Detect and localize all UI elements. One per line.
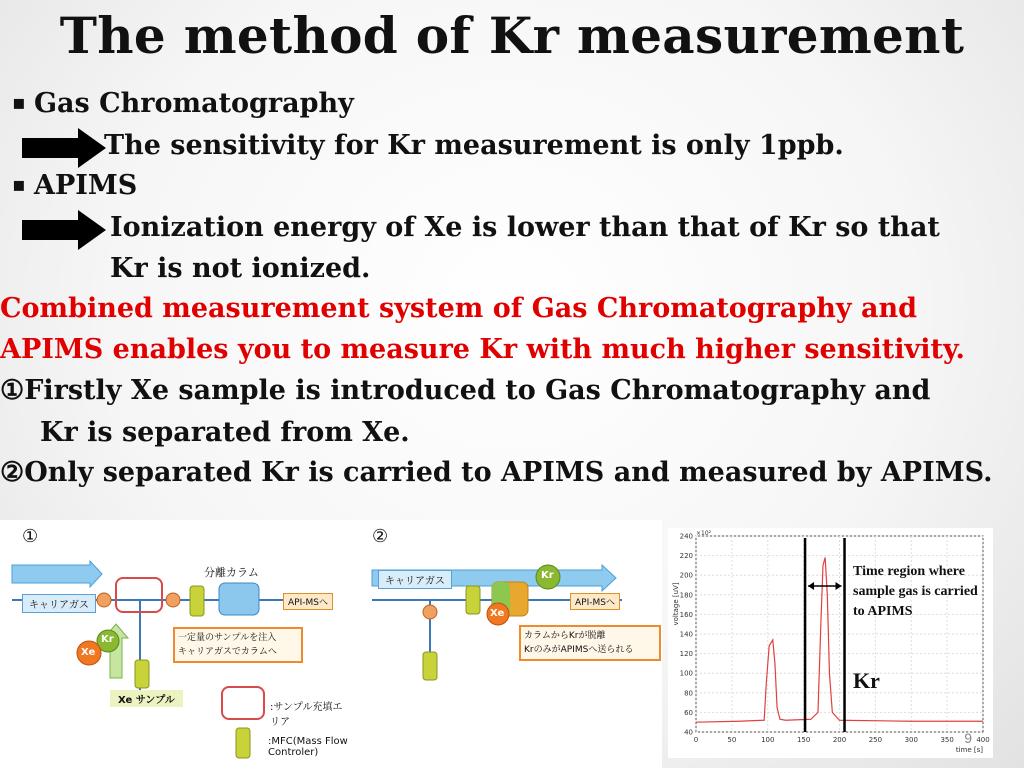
kr-peak-label: Kr — [853, 668, 880, 693]
diagram-1 — [0, 520, 352, 768]
diagram-2-number: ② — [372, 526, 389, 547]
xe-sample-label: Xe サンプル — [110, 690, 183, 707]
apims-result-line1: Ionization energy of Xe is lower than that of Kr so that — [110, 212, 940, 243]
apims-label: API-MSへ — [283, 593, 333, 610]
y-tick-label: 40 — [684, 728, 693, 737]
annotation-line1: Time region where — [853, 564, 965, 579]
note-line2: KrのみがAPIMSへ送られる — [524, 645, 634, 655]
step1-line2: Kr is separated from Xe. — [40, 417, 410, 448]
y-axis-label: voltage [uV] — [672, 582, 680, 626]
y-tick-label: 220 — [679, 552, 693, 561]
bullet-marker: ▪ — [12, 172, 26, 196]
note-line2: キャリアガスでカラムへ — [178, 647, 277, 657]
slide-number: 9 — [964, 730, 972, 746]
diagram-2-note — [524, 629, 633, 657]
x-tick-label: 400 — [976, 736, 990, 744]
highlight-line1: Combined measurement system of Gas Chromatography and — [0, 293, 917, 324]
bullet-apims — [12, 170, 137, 201]
apims-result-line2: Kr is not ionized. — [110, 253, 371, 284]
highlight-line2: APIMS enables you to measure Kr with much higher sensitivity. — [0, 334, 965, 365]
right-arrow-icon — [22, 210, 106, 250]
apims-label: APIMS — [34, 170, 138, 201]
note-line1: 一定量のサンプルを注入 — [178, 633, 277, 643]
annotation-line3: to APIMS — [853, 604, 913, 619]
diagram-1-graphic — [0, 520, 352, 768]
annotation-line2: sample gas is carried — [853, 584, 978, 599]
time-region-annotation — [853, 562, 978, 622]
bullet-marker: ▪ — [12, 90, 26, 114]
x-tick-label: 350 — [940, 736, 954, 744]
kr-ball-label: Kr — [541, 570, 554, 581]
y-tick-label: 100 — [679, 669, 693, 678]
y-tick-label: 120 — [679, 650, 693, 659]
y-tick-label: 240 — [679, 532, 693, 541]
bullet-gc — [12, 88, 354, 119]
y-multiplier-label: ×10² — [696, 530, 712, 537]
carrier-gas-arrow-icon — [12, 561, 102, 587]
note-line1: カラムからKrが脱離 — [524, 631, 606, 641]
y-tick-label: 60 — [684, 708, 693, 717]
y-tick-label: 200 — [679, 571, 693, 580]
x-tick-label: 200 — [832, 736, 847, 744]
kr-ball-label: Kr — [101, 634, 114, 645]
diagram-1-note — [178, 631, 277, 659]
diagram-2 — [352, 520, 662, 768]
legend-fill-label: :サンプル充填エリア — [270, 702, 343, 728]
x-tick-label: 150 — [796, 736, 811, 744]
x-axis-label: time [s] — [955, 746, 983, 754]
y-tick-label: 180 — [679, 591, 693, 600]
right-arrow-icon — [22, 128, 106, 168]
y-tick-label: 80 — [684, 689, 693, 698]
x-tick-label: 0 — [693, 736, 699, 744]
x-tick-label: 250 — [868, 736, 883, 744]
page-title: The method of Kr measurement — [59, 6, 965, 65]
step2-line1: ②Only separated Kr is carried to APIMS and measured by APIMS. — [0, 457, 993, 488]
gc-label: Gas Chromatography — [34, 88, 354, 119]
step1-line1: ①Firstly Xe sample is introduced to Gas Chromatography and — [0, 375, 931, 406]
carrier-gas-label: キャリアガス — [378, 570, 452, 589]
carrier-gas-label: キャリアガス — [22, 594, 96, 613]
diagram-1-number: ① — [22, 526, 39, 547]
xe-ball-label: Xe — [490, 608, 505, 619]
y-tick-label: 160 — [679, 610, 693, 619]
gc-result: The sensitivity for Kr measurement is only 1ppb. — [104, 130, 844, 161]
x-tick-label: 100 — [761, 736, 775, 744]
x-tick-label: 50 — [727, 736, 737, 744]
apims-label: API-MSへ — [570, 593, 620, 610]
xe-ball-label: Xe — [81, 647, 96, 658]
legend-mfc-label: :MFC(Mass Flow Controler) — [268, 736, 348, 758]
chart-panel — [668, 528, 993, 758]
x-tick-label: 300 — [904, 736, 918, 744]
y-tick-label: 140 — [679, 630, 693, 639]
column-label: 分離カラム — [204, 566, 259, 579]
